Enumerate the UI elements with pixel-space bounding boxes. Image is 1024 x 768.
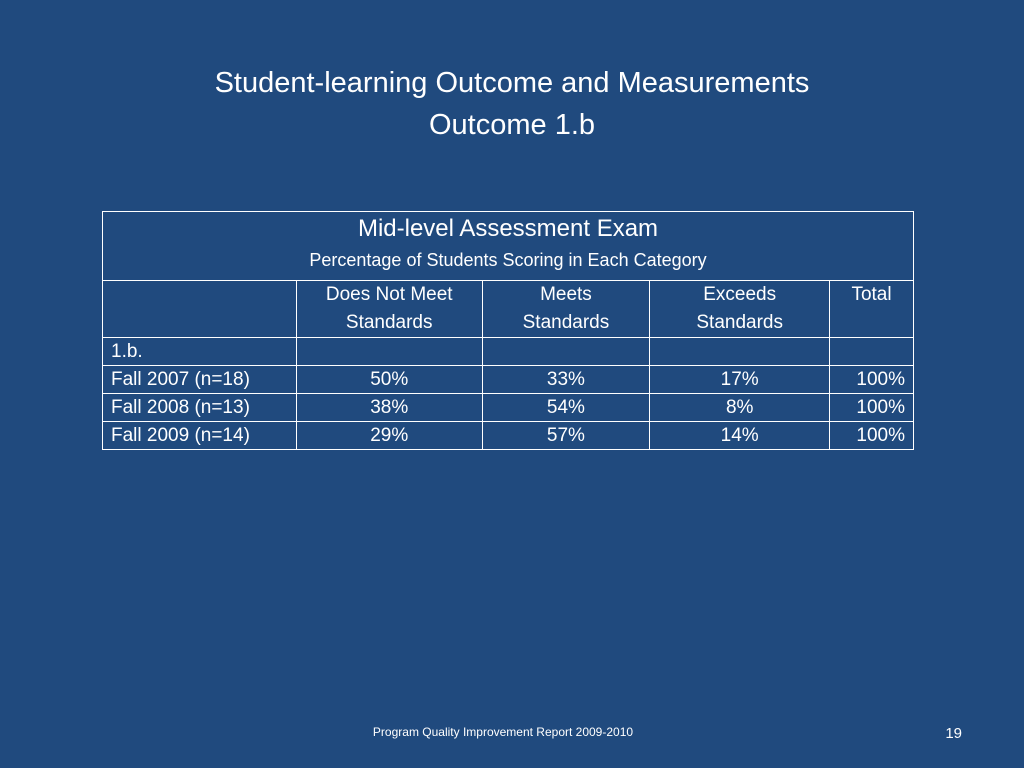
section-row xyxy=(103,338,914,366)
cell-exceeds: 14% xyxy=(650,422,830,450)
column-header-line: Total xyxy=(851,284,892,305)
column-header-exceeds xyxy=(650,281,830,338)
cell-total: 100% xyxy=(830,394,914,422)
table-header-cell xyxy=(103,212,914,281)
table-cell-empty xyxy=(650,338,830,366)
cell-does-not-meet: 50% xyxy=(296,366,482,394)
section-label: 1.b. xyxy=(103,338,297,366)
title-line-2: Outcome 1.b xyxy=(428,109,596,141)
table-cell-empty xyxy=(296,338,482,366)
cell-total: 100% xyxy=(830,366,914,394)
cell-does-not-meet: 29% xyxy=(296,422,482,450)
row-label: Fall 2009 (n=14) xyxy=(103,422,297,450)
table-row xyxy=(103,366,914,394)
column-header-row xyxy=(103,281,914,338)
cell-exceeds: 17% xyxy=(650,366,830,394)
page-number: 19 xyxy=(945,725,962,742)
title-line-1: Student-learning Outcome and Measurements xyxy=(214,67,810,99)
column-header-line: Exceeds xyxy=(703,284,777,305)
table-row xyxy=(103,422,914,450)
table-header-row xyxy=(103,212,914,281)
assessment-table xyxy=(102,211,914,450)
column-header-empty xyxy=(103,281,297,338)
column-header-meets xyxy=(482,281,650,338)
table-subtitle: Percentage of Students Scoring in Each Category xyxy=(309,250,707,270)
slide-footer: Program Quality Improvement Report 2009-2010 xyxy=(372,725,634,739)
column-header-total xyxy=(830,281,914,338)
column-header-does-not-meet xyxy=(296,281,482,338)
column-header-line: Standards xyxy=(522,312,610,333)
table-title: Mid-level Assessment Exam xyxy=(357,215,659,242)
cell-meets: 54% xyxy=(482,394,650,422)
cell-total: 100% xyxy=(830,422,914,450)
column-header-line: Standards xyxy=(696,312,783,333)
column-header-line: Meets xyxy=(540,284,592,305)
table-cell-empty xyxy=(482,338,650,366)
slide-title xyxy=(0,62,1024,146)
column-header-line: Standards xyxy=(345,312,433,333)
column-header-line: Does Not Meet xyxy=(325,284,453,305)
row-label: Fall 2007 (n=18) xyxy=(103,366,297,394)
row-label: Fall 2008 (n=13) xyxy=(103,394,297,422)
cell-exceeds: 8% xyxy=(650,394,830,422)
cell-meets: 57% xyxy=(482,422,650,450)
cell-meets: 33% xyxy=(482,366,650,394)
table-cell-empty xyxy=(830,338,914,366)
cell-does-not-meet: 38% xyxy=(296,394,482,422)
table-row xyxy=(103,394,914,422)
